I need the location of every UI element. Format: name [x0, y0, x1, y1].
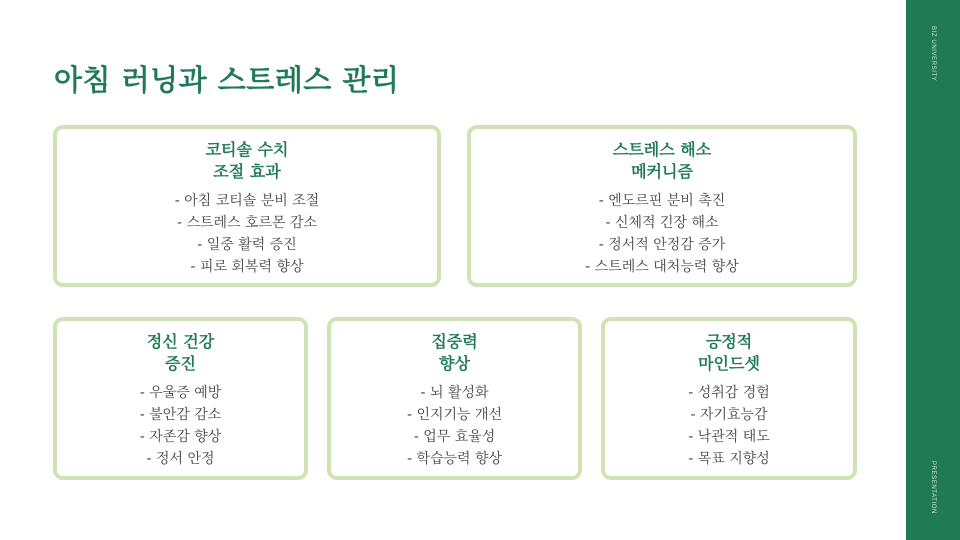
list-item: - 목표 지향성 — [688, 451, 770, 467]
card-cortisol-regulation — [53, 125, 441, 287]
card-heading: 집중력 향상 — [431, 332, 478, 373]
card-focus-improvement — [327, 317, 582, 480]
card-heading: 코티솔 수치 조절 효과 — [205, 140, 289, 181]
list-item: - 자존감 향상 — [139, 429, 222, 445]
card-item-list — [57, 382, 304, 470]
card-item-list — [605, 382, 853, 470]
list-item: - 아침 코티솔 분비 조절 — [174, 193, 320, 209]
card-positive-mindset — [601, 317, 857, 480]
list-item: - 학습능력 향상 — [406, 451, 503, 467]
card-mental-health — [53, 317, 308, 480]
list-item: - 낙관적 태도 — [688, 429, 770, 445]
list-item: - 성취감 경험 — [688, 385, 770, 401]
card-heading: 긍정적 마인드셋 — [698, 332, 760, 373]
list-item: - 업무 효율성 — [413, 429, 496, 445]
list-item: - 뇌 활성화 — [420, 385, 489, 401]
list-item: - 스트레스 호르몬 감소 — [176, 215, 318, 231]
list-item: - 자기효능감 — [690, 407, 768, 423]
list-item: - 신체적 긴장 해소 — [605, 215, 719, 231]
list-item: - 피로 회복력 향상 — [190, 259, 304, 275]
list-item: - 엔도르핀 분비 촉진 — [598, 193, 726, 209]
list-item: - 일중 활력 증진 — [197, 237, 297, 253]
list-item: - 스트레스 대처능력 향상 — [585, 259, 739, 275]
list-item: - 정서적 안정감 증가 — [598, 237, 726, 253]
list-item: - 불안감 감소 — [139, 407, 222, 423]
card-heading: 스트레스 해소 메커니즘 — [612, 140, 712, 181]
sidebar-band — [906, 0, 960, 540]
page-title: 아침 러닝과 스트레스 관리 — [54, 63, 400, 97]
card-item-list — [331, 382, 578, 470]
sidebar-brand-text: BIZ UNIVERSITY — [930, 26, 936, 82]
list-item: - 인지기능 개선 — [406, 407, 503, 423]
list-item: - 정서 안정 — [146, 451, 215, 467]
card-stress-relief-mechanism — [467, 125, 857, 287]
card-item-list — [471, 190, 853, 278]
list-item: - 우울증 예방 — [139, 385, 222, 401]
sidebar-presentation-text: PRESENTATION — [930, 461, 936, 514]
card-heading: 정신 건강 증진 — [146, 332, 215, 373]
card-item-list — [57, 190, 437, 278]
